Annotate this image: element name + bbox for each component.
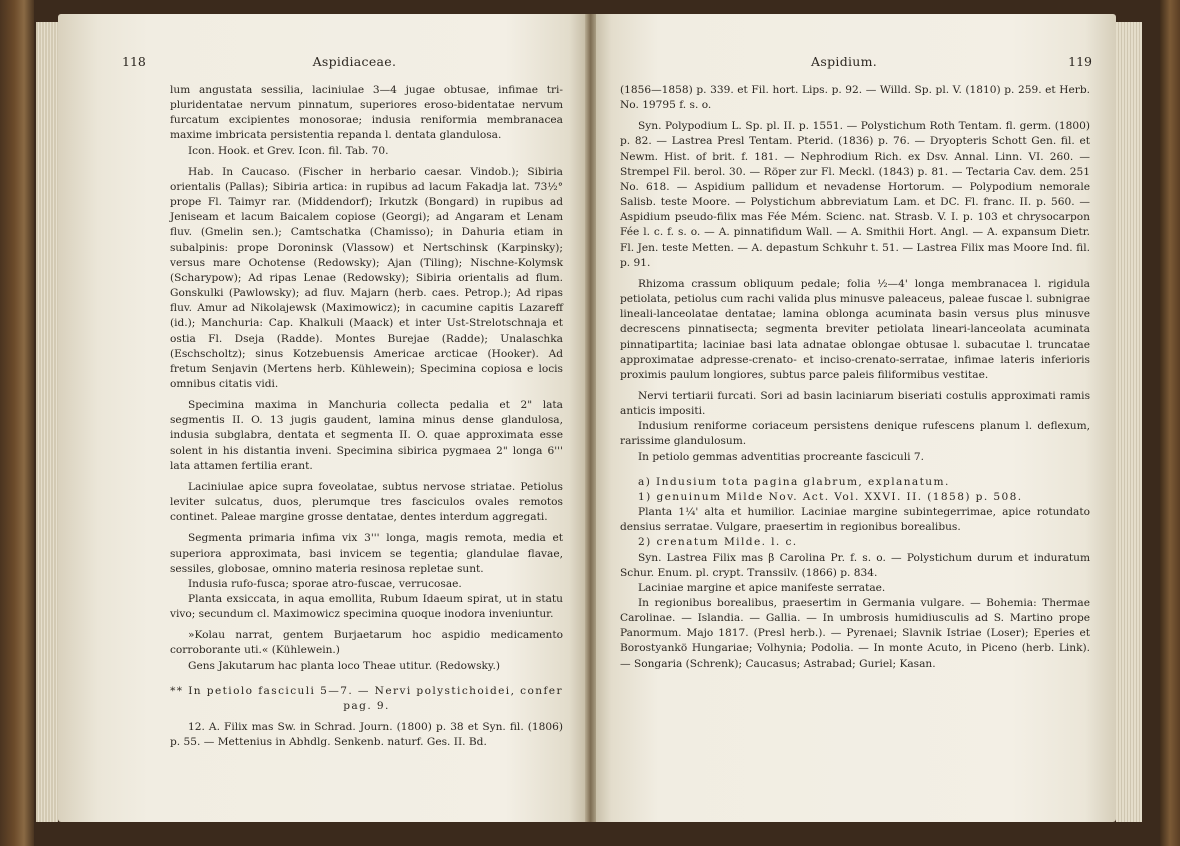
paragraph: Specimina maxima in Manchuria collecta pedalia et 2" lata segmentis II. O. 13 jugis gaudent, lamina minus dense glandulosa, indusia subglabra, dentata et segmenta II. O. quae approximata esse solent in his distantia inveni. Specimina sibirica pygmaea 2" longa 6''' lata attamen fertilia erant. bbox=[170, 399, 563, 472]
paragraph: ** In petiolo fasciculi 5—7. — Nervi polystichoidei, confer pag. 9. bbox=[170, 684, 563, 712]
left-page bbox=[58, 14, 585, 822]
left-page-edges bbox=[36, 22, 58, 822]
paragraph: Nervi tertiarii furcati. Sori ad basin laciniarum biseriati costulis approximati ramis anticis impositi. bbox=[620, 389, 1090, 418]
paragraph: Planta 1¼' alta et humilior. Laciniae margine subintegerrimae, apice rotundato densius serratae. Vulgare, praesertim in regionibus borealibus. bbox=[620, 506, 1090, 534]
paragraph: (1856—1858) p. 339. et Fil. hort. Lips. p. 92. — Willd. Sp. pl. V. (1810) p. 259. et Herb. No. 19795 f. s. o. bbox=[620, 84, 1090, 112]
paragraph: Hab. In Caucaso. (Fischer in herbario caesar. Vindob.); Sibiria orientalis (Pallas); Sibiria artica: in rupibus ad lacum Fakadja lat. 73½° prope Fl. Taimyr rar. (Middendorf); Irkutzk (Bongard) in rupibus ad Jeniseam et lacum Baicalem copiose (Georgi); ad Angaram et Lenam fluv. (Gmelin sen.); Camtschatka (Chamisso); in Dahuria etiam in subalpinis: prope Doroninsk (Vlassow) et Nertschinsk (Karpinsky); versus mare Ochotense (Redowsky); Ajan (Tiling); Nischne-Kolymsk (Scharypow); Ad ripas Lenae (Redowsky); Sibiria orientalis ad flum. Gonskulki (Pawlowsky); ad fluv. Majarn (herb. caes. Petrop.); Ad ripas fluv. Amur ad Nikolajewsk (Maximowicz); in cacumine capitis Lazareff (id.); Manchuria: Cap. Khalkuli (Maack) et inter Ust-Strelotschnaja et ostia Fl. Dseja (Radde). Montes Burejae (Radde); Unalaschka (Eschscholtz); sinus Kotzebuensis Americae arcticae (Hooker). Ad fretum Senjavin (Mertens herb. Kühlewein); Specimina copiosa e locis omnibus citatis vidi. bbox=[170, 165, 563, 390]
paragraph: In petiolo gemmas adventitias procreante fasciculi 7. bbox=[638, 450, 924, 463]
right-page-body bbox=[620, 83, 1090, 672]
paragraph: 2) crenatum Milde. l. c. bbox=[638, 536, 798, 549]
paragraph: Indusium reniforme coriaceum persistens denique rufescens planum l. deflexum, rarissime glandulosum. bbox=[620, 420, 1090, 448]
paragraph: In regionibus borealibus, praesertim in Germania vulgare. — Bohemia: Thermae Carolinae. — Islandia. — Gallia. — In umbrosis humidiusculis ad S. Martino prope Panormum. Majo 1817. (Presl herb.). — Pyrenaei; Slavnik Istriae (Loser); Eperies et Borostyankö Hungariae; Volhynia; Podolia. — In monte Acuto, in Piceno (herb. Link). — Songaria (Schrenk); Caucasus; Astrabad; Guriel; Kasan. bbox=[620, 597, 1090, 670]
right-running-head: Aspidium. bbox=[811, 54, 878, 69]
paragraph: Gens Jakutarum hac planta loco Theae utitur. (Redowsky.) bbox=[188, 659, 501, 672]
left-running-head: Aspidiaceae. bbox=[312, 54, 397, 69]
paragraph: Laciniulae apice supra foveolatae, subtus nervose striatae. Petiolus leviter sulcatus, duos, plerumque tres fasciculos ovales remotos continet. Paleae margine grosse dentatae, dentes interdum aggregati. bbox=[170, 480, 563, 524]
left-page-body bbox=[170, 83, 563, 750]
paragraph: »Kolau narrat, gentem Burjaetarum hoc aspidio medicamento corroborante uti.« (Kühlewein.) bbox=[170, 629, 563, 657]
paragraph: Rhizoma crassum obliquum pedale; folia ½—4' longa membranacea l. rigidula petiolata, petiolus cum rachi valida plus minusve paleaceus, paleae fuscae l. subnigrae lineali-lanceolatae dentatae; lamina oblonga acuminata basin versus plus minusve decrescens pinnatisecta; segmenta breviter petiolata lineari-lanceolata acuminata pinnatipartita; laciniae basi lata adnatae oblongae obtusae l. subacutae l. truncatae approximatae adpresse-crenato- et inciso-crenato-serratae, infimae lateris inferioris proximis paulum longiores, subtus parce paleis filiformibus vestitae. bbox=[620, 277, 1090, 381]
paragraph: 1) genuinum Milde Nov. Act. Vol. XXVI. II. (1858) p. 508. bbox=[638, 490, 1023, 503]
right-page-edges bbox=[1116, 22, 1142, 822]
right-page-number: 119 bbox=[1068, 54, 1092, 69]
paragraph: Planta exsiccata, in aqua emollita, Rubum Idaeum spirat, ut in statu vivo; secundum cl. Maximowicz specimina quoque inodora inveniuntur. bbox=[170, 593, 563, 621]
right-page-header bbox=[620, 54, 1090, 69]
paragraph: lum angustata sessilia, laciniulae 3—4 jugae obtusae, infimae tri-pluridentatae nervum pinnatum, superiores eroso-bidentatae nervum furcatum excipientes monosorae; indusia reniformia membranacea maxime imbricata persistentia repanda l. dentata glandulosa. bbox=[170, 84, 563, 142]
book-gutter bbox=[585, 14, 596, 822]
paragraph: Laciniae margine et apice manifeste serratae. bbox=[638, 581, 886, 594]
right-page bbox=[596, 14, 1116, 822]
paragraph: Syn. Polypodium L. Sp. pl. II. p. 1551. — Polystichum Roth Tentam. fl. germ. (1800) p. 82. — Lastrea Presl Tentam. Pterid. (1836) p. 76. — Dryopteris Schott Gen. fil. et Newm. Hist. of brit. f. 181. — Nephrodium Rich. ex Dsv. Annal. Linn. VI. 260. — Strempel Fil. berol. 30. — Röper zur Fl. Meckl. (1843) p. 81. — Tectaria Cav. dem. 251 No. 618. — Aspidium pallidum et nevadense Hortorum. — Polypodium nemorale Salisb. teste Moore. — Polystichum abbreviatum Lam. et DC. Fl. franc. II. p. 560. — Aspidium pseudo-filix mas Fée Mém. Scienc. nat. Strasb. V. I. p. 103 et chrysocarpon Fée l. c. f. s. o. — A. pinnatifidum Wall. — A. Smithii Hort. Angl. — A. expansum Dietr. Fl. Jen. teste Metten. — A. depastum Schkuhr t. 51. — Lastrea Filix mas Moore Ind. fil. p. 91. bbox=[620, 120, 1090, 269]
paragraph: a) Indusium tota pagina glabrum, explanatum. bbox=[638, 475, 950, 488]
paragraph: Indusia rufo-fusca; sporae atro-fuscae, verrucosae. bbox=[188, 577, 462, 590]
paragraph: 12. A. Filix mas Sw. in Schrad. Journ. (1800) p. 38 et Syn. fil. (1806) p. 55. — Mettenius in Abhdlg. Senkenb. naturf. Ges. II. Bd. bbox=[170, 721, 563, 749]
left-page-number: 118 bbox=[122, 54, 146, 69]
paragraph: Syn. Lastrea Filix mas β Carolina Pr. f. s. o. — Polystichum durum et induratum Schur. Enum. pl. crypt. Transsilv. (1866) p. 834. bbox=[620, 551, 1090, 579]
paragraph: Icon. Hook. et Grev. Icon. fil. Tab. 70. bbox=[188, 144, 389, 157]
paragraph: Segmenta primaria infima vix 3''' longa, magis remota, media et superiora approximata, basi invicem se tegentia; glandulae flavae, sessiles, globosae, omnino materia resinosa repletae sunt. bbox=[170, 532, 563, 575]
left-page-header bbox=[122, 54, 563, 69]
